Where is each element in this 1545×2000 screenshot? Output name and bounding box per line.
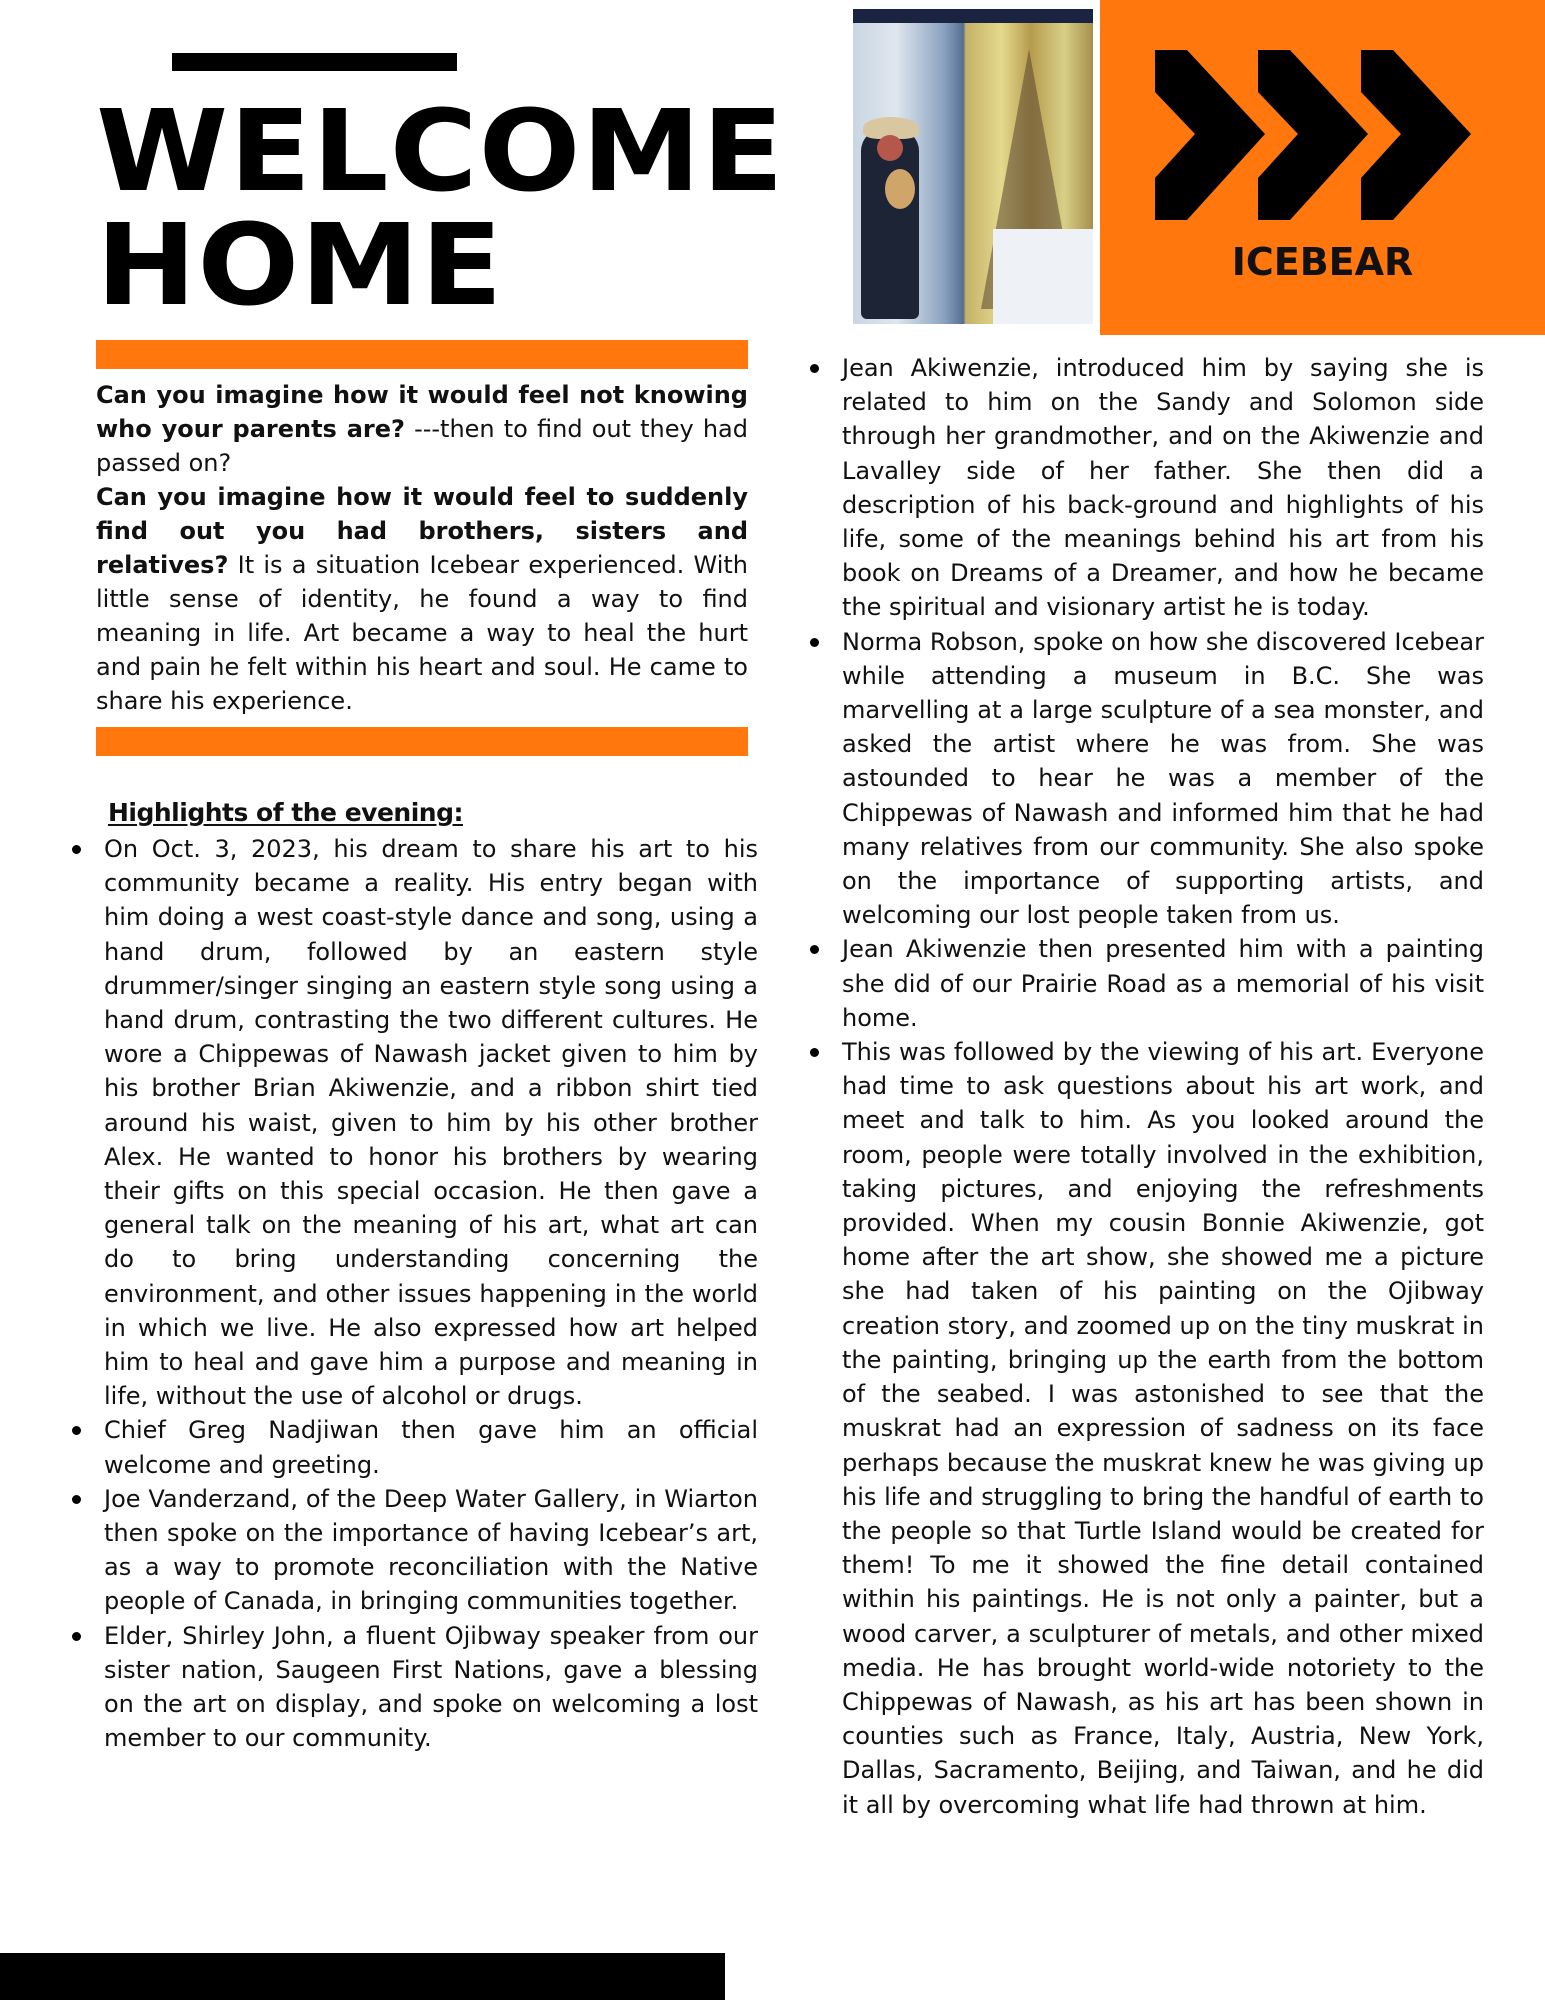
footer-black-bar <box>0 1953 725 2000</box>
list-item: This was followed by the viewing of his art. Everyone had time to ask questions about his art work, and meet and talk to him. As you looked around the room, people were totally involved in the exhibition, taking pictures, and enjoying the refreshments provided. When my cousin Bonnie Akiwenzie, got home after the art show, she showed me a picture she had taken of his painting on the Ojibway creation story, and zoomed up on the tiny muskrat in the painting, bringing up the earth from the bottom of the seabed. I was astonished to see that the muskrat had an expression of sadness on its face perhaps because the muskrat knew he was giving up his life and struggling to bring the handful of earth to the people so that Turtle Island would be created for them! To me it showed the fine detail contained within his paintings. He is not only a painter, but a wood carver, a sculpturer of metals, and other mixed media. He has brought world-wide notoriety to the Chippewas of Nawash, as his art has been shown in counties such as France, Italy, Austria, New York, Dallas, Sacramento, Beijing, and Taiwan, and he did it all by overcoming what life had thrown at him. <box>810 1035 1484 1822</box>
highlights-list-left <box>72 832 758 1755</box>
intro-body: It is a situation Icebear experienced. With little sense of identity, he found a way to find meaning in life. Art became a way to heal the hurt and pain he felt within his heart and soul. He came to share his experience. <box>96 551 748 715</box>
intro-question-2: Can you imagine how it would feel to suddenly find out you had brothers, sisters and relatives? <box>96 483 748 579</box>
triple-chevron-right-icon <box>1155 50 1475 220</box>
photo-ceiling <box>853 9 1093 23</box>
list-item: Jean Akiwenzie, introduced him by saying she is related to him on the Sandy and Solomon side through her grandmother, and on the Akiwenzie and Lavalley side of her father. She then did a description of his back-ground and highlights of his life, some of the meanings behind his art from his book on Dreams of a Dreamer, and how he became the spiritual and visionary artist he is today. <box>810 351 1484 625</box>
list-item: Joe Vanderzand, of the Deep Water Gallery, in Wiarton then spoke on the importance of having Icebear’s art, as a way to promote reconciliation with the Native people of Canada, in bringing communities together. <box>72 1482 758 1619</box>
page-title <box>96 87 785 331</box>
list-item: Chief Greg Nadjiwan then gave him an official welcome and greeting. <box>72 1413 758 1481</box>
feature-panel <box>1100 0 1545 335</box>
list-item: Jean Akiwenzie then presented him with a painting she did of our Prairie Road as a memorial of his visit home. <box>810 932 1484 1035</box>
list-item: Norma Robson, spoke on how she discovered Icebear while attending a museum in B.C. She was marvelling at a large sculpture of a sea monster, and asked the artist where he was from. She was astounded to hear he was a member of the Chippewas of Nawash and informed him that he had many relatives from our community. She also spoke on the importance of supporting artists, and welcoming our lost people taken from us. <box>810 625 1484 933</box>
artist-photo <box>853 9 1093 324</box>
highlights-list-right <box>810 351 1484 1822</box>
intro-question-1-rest: ---then to find out they had passed on? <box>96 415 748 477</box>
orange-divider-bottom <box>96 727 748 756</box>
top-decorative-rule <box>172 53 457 71</box>
title-line-1: WELCOME <box>96 87 785 217</box>
title-line-2: HOME <box>96 201 504 331</box>
feature-panel-label: ICEBEAR <box>1231 240 1414 284</box>
artist-face <box>877 135 903 161</box>
intro-question-1: Can you imagine how it would feel not knowing who your parents are? <box>96 381 748 443</box>
highlights-heading: Highlights of the evening: <box>108 798 463 827</box>
list-item: On Oct. 3, 2023, his dream to share his art to his community became a reality. His entry began with him doing a west coast-style dance and song, using a hand drum, followed by an eastern style drummer/singer singing an eastern style song using a hand drum, contrasting the two different cultures. He wore a Chippewas of Nawash jacket given to him by his brother Brian Akiwenzie, and a ribbon shirt tied around his waist, given to him by his other brother Alex. He wanted to honor his brothers by wearing their gifts on this special occasion. He then gave a general talk on the meaning of his art, what art can do to bring understanding concerning the environment, and other issues happening in the world in which we live. He also expressed how art helped him to heal and gave him a purpose and meaning in life, without the use of alcohol or drugs. <box>72 832 758 1413</box>
sculpture-pedestal <box>993 229 1093 324</box>
intro-paragraph <box>96 378 748 718</box>
orange-divider-top <box>96 340 748 369</box>
list-item: Elder, Shirley John, a fluent Ojibway speaker from our sister nation, Saugeen First Nations, gave a blessing on the art on display, and spoke on welcoming a lost member to our community. <box>72 1619 758 1756</box>
hand-drum <box>885 169 915 209</box>
